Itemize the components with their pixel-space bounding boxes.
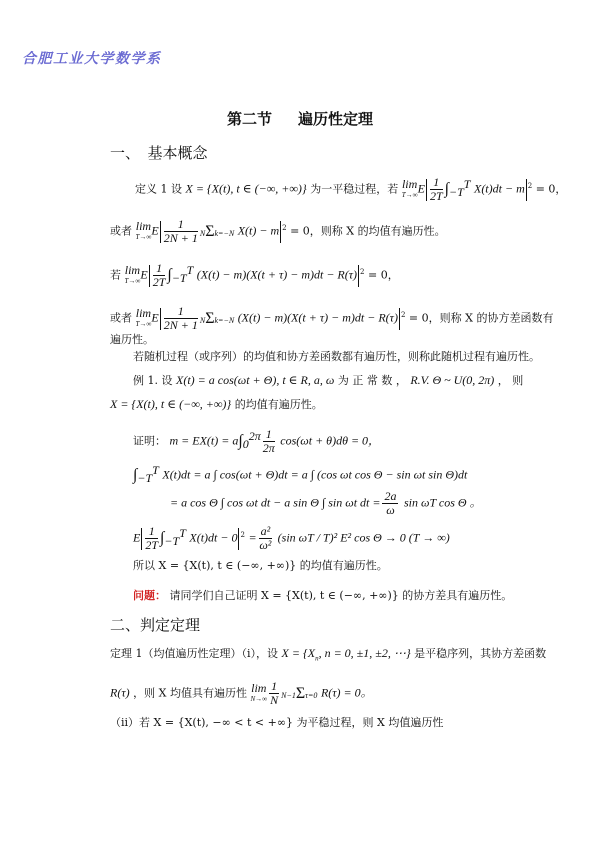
definition-tail: = 0，: [535, 182, 567, 196]
limit-symbol: lim T→∞: [401, 176, 418, 199]
proof-mean-expression: m = EX(t) = a: [169, 433, 239, 448]
mean-ergodic-sequence-line: 或者 lim T→∞ E $\frac{1}{2N + 1}$ NΣk=−N X(t) − m $^2$ = 0，则称 X 的均值有遍历性。: [110, 217, 446, 245]
covariance-conclusion: = 0，则称 X 的协方差函数有: [408, 311, 554, 325]
or-label-2: 或者: [110, 311, 132, 325]
section-title: [0, 108, 600, 129]
example-random-variable: R.V. Θ ~ U(0, 2π): [410, 373, 495, 387]
question-line: [133, 588, 512, 604]
definition-label: 定义 1 设: [135, 182, 182, 196]
covariance-integral-tail: = 0，: [368, 268, 399, 282]
theorem-condition-line: R(τ) ，则 X 均值具有遍历性 lim N→∞ $\frac{1}{N}$ N−1Στ=0 R(τ) = 0。: [110, 679, 373, 707]
department-watermark: 合肥工业大学数学系: [22, 51, 162, 67]
fraction-1-over-2T: $\frac{1}{2T}$: [429, 175, 443, 204]
definition-condition: 为一平稳过程，若: [310, 182, 399, 196]
theorem-stationary: 是平稳序列，其协方差函数: [414, 647, 547, 660]
example-1-line: [133, 372, 523, 389]
section-name: 遍历性定理: [298, 110, 374, 128]
heading-criteria-theorems: 二、判定定理: [110, 616, 201, 634]
example-conclusion: 所以 X = {X(t), t ∈ (−∞, +∞)} 的均值有遍历性。: [133, 559, 388, 572]
theorem-limit-tail: R(τ) = 0。: [320, 685, 373, 700]
example-claim: 的均值有遍历性。: [234, 398, 323, 411]
proof-evaluation-tail: sin ωT cos Θ 。: [403, 495, 482, 510]
covariance-conclusion-continued: 遍历性。: [110, 333, 154, 346]
covariance-sum-line: 或者 lim T→∞ E $\frac{1}{2N + 1}$ NΣk=−N (X(t) − m)(X(t + τ) − m)dt − R(τ) $^2$ = 0，则称 X 的协方差函数有: [110, 304, 554, 332]
proof-mean-tail: cos(ωt + θ)dθ = 0，: [280, 433, 381, 448]
theorem-covariance: R(τ): [110, 685, 130, 700]
covariance-integral-line: 若 lim T→∞ E $\frac{1}{2T}$ $\int_{-T}^T$ (X(t) − m)(X(t + τ) − m)dt − R(τ) $^2$ = 0，: [110, 261, 399, 290]
proof-evaluation-line: = a cos Θ ∫ cos ωt dt − a sin Θ ∫ sin ωt dt = $\frac{2a}{\omega}$ sin ωT cos Θ 。: [170, 489, 482, 517]
ergodic-process-definition: 若随机过程（或序列）的均值和协方差函数都有遍历性，则称此随机过程有遍历性。: [133, 350, 540, 363]
or-label: 或者: [110, 224, 132, 238]
definition-1-line: 定义 1 设 X = {X(t), t ∈ (−∞, +∞)} 为一平稳过程，若 lim T→∞ E $\frac{1}{2T}$ $\int_{-T}^T$ X(t)dt − m $^2$ = 0，: [135, 175, 567, 204]
example-claim-line: [110, 396, 323, 413]
example-constants: 为 正 常 数 ，: [337, 374, 407, 387]
question-label: 问题：: [133, 589, 166, 602]
theorem-1-line: [110, 645, 546, 666]
question-text: 请同学们自己证明 X = {X(t), t ∈ (−∞, +∞)} 的协方差具有遍历性。: [169, 589, 513, 602]
proof-mean-line: 证明： $m = EX(t) = a\int_0^{2\pi}$ $\frac{1}{2\pi}$ cos(ωt + θ)dθ = 0，: [133, 427, 381, 456]
theorem-label: 定理 1（均值遍历性定理）（ⅰ），设: [110, 647, 279, 660]
example-then: ， 则: [497, 374, 524, 387]
proof-integral-line: $\int_{-T}^T$ X(t)dt = a ∫ cos(ωt + Θ)dt = a ∫ (cos ωt cos Θ − sin ωt sin Θ)dt: [133, 463, 468, 485]
section-number: 第二节: [226, 110, 272, 128]
mean-ergodic-conclusion: = 0，则称 X 的均值有遍历性。: [290, 224, 446, 238]
theorem-part-ii: （ⅱ）若 X = {X(t), −∞ < t < +∞} 为平稳过程，则 X 均值遍历性: [110, 716, 444, 729]
proof-limit-tail: (sin ωT / T)² E² cos Θ → 0 (T → ∞): [277, 530, 450, 545]
proof-integral-expression: X(t)dt = a ∫ cos(ωt + Θ)dt = a ∫ (cos ωt cos Θ − sin ωt sin Θ)dt: [162, 467, 468, 482]
process-expression: X = {X(t), t ∈ (−∞, +∞)}: [185, 181, 307, 196]
if-label: 若: [110, 268, 121, 282]
proof-label: 证明：: [133, 434, 166, 448]
theorem-sequence: $X = \{X_n$, n = 0, ±1, ±2, ⋯}: [281, 646, 411, 663]
proof-evaluation-expression: = a cos Θ ∫ cos ωt dt − a sin Θ ∫ sin ωt dt =: [170, 495, 381, 510]
example-label: 例 1. 设: [133, 374, 173, 387]
example-definition: X(t) = a cos(ωt + Θ), t ∈ R, a, ω: [176, 373, 335, 387]
example-claim-expression: X = {X(t), t ∈ (−∞, +∞)}: [110, 397, 232, 411]
heading-basic-concepts: 一、 基本概念: [110, 144, 208, 162]
proof-limit-line: E $\frac{1}{2T}$ $\int_{-T}^T$ X(t)dt − 0 $^2$ = $\frac{\text{a²}}{\text{ω²}}$ (sin ωT / T)² E² cos Θ → 0 (T → ∞): [133, 524, 450, 553]
theorem-condition: ，则 X 均值具有遍历性: [133, 686, 247, 700]
